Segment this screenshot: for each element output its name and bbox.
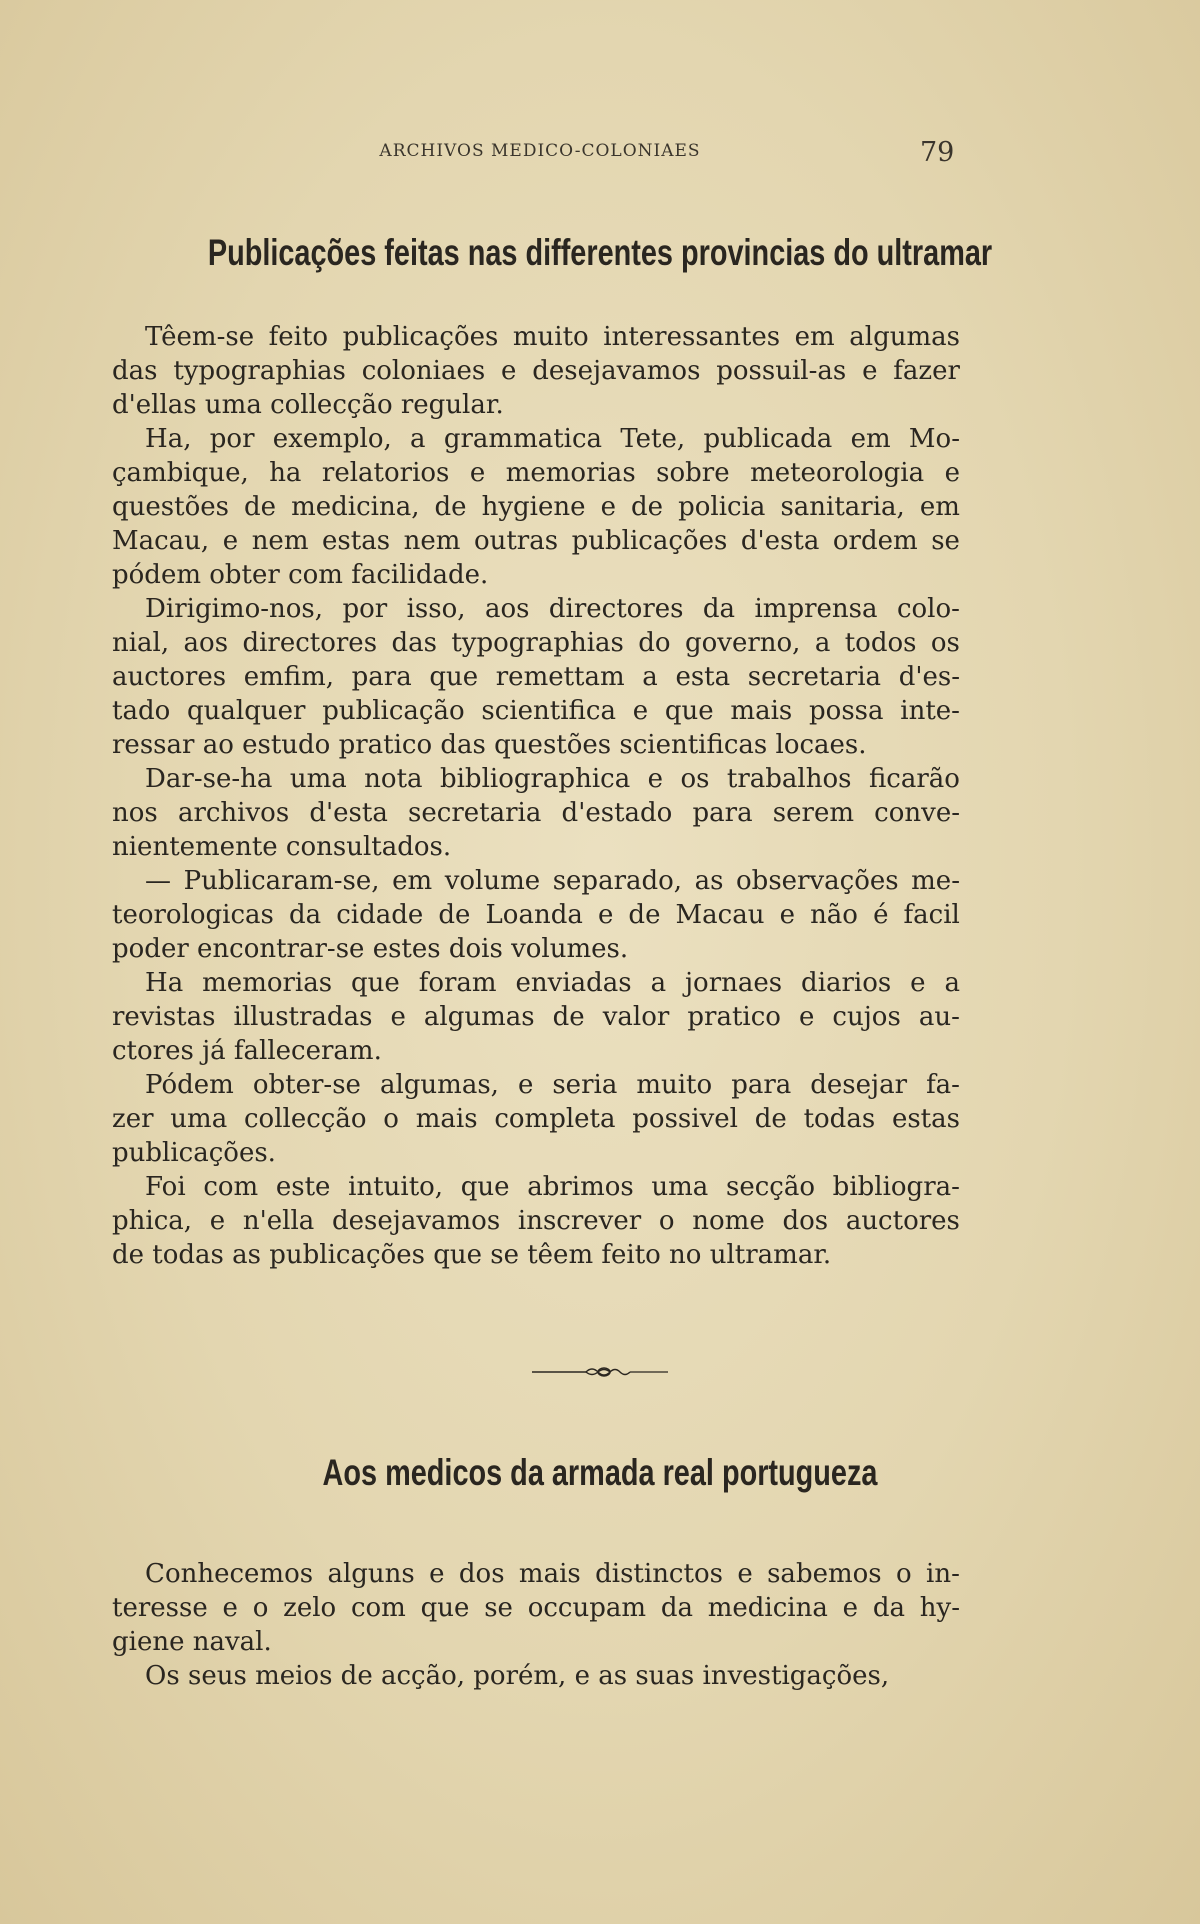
text-line: Foi com este intuito, que abrimos uma secção bibliogra- bbox=[112, 1172, 960, 1202]
text-line: nial, aos directores das typographias do governo, a todos os bbox=[112, 628, 960, 658]
section-body-naval-doctors bbox=[112, 1557, 960, 1693]
text-line: questões de medicina, de hygiene e de policia sanitaria, em bbox=[112, 492, 960, 522]
section-title-naval-doctors: Aos medicos da armada real portugueza bbox=[322, 1452, 878, 1493]
text-line: ressar ao estudo pratico das questões scientificas locaes. bbox=[112, 730, 867, 760]
text-line: Ha memorias que foram enviadas a jornaes diarios e a bbox=[112, 968, 960, 998]
text-line: nientemente consultados. bbox=[112, 832, 452, 862]
text-line: teresse e o zelo com que se occupam da medicina e da hy- bbox=[112, 1593, 960, 1623]
text-line: Conhecemos alguns e dos mais distinctos e sabemos o in- bbox=[112, 1559, 960, 1589]
running-title: ARCHIVOS MEDICO-COLONIAES bbox=[379, 141, 701, 161]
text-line: Ha, por exemplo, a grammatica Tete, publicada em Mo- bbox=[112, 424, 960, 454]
text-line: publicações. bbox=[112, 1138, 276, 1168]
text-line: Dar-se-ha uma nota bibliographica e os trabalhos ficarão bbox=[112, 764, 960, 794]
text-line: d'ellas uma collecção regular. bbox=[112, 390, 504, 420]
text-line: phica, e n'ella desejavamos inscrever o nome dos auctores bbox=[112, 1206, 960, 1236]
text-line: — Publicaram-se, em volume separado, as observações me- bbox=[112, 866, 960, 896]
section-title-publications: Publicações feitas nas differentes provincias do ultramar bbox=[207, 232, 993, 273]
section-body-publications bbox=[112, 320, 960, 1272]
text-line: zer uma collecção o mais completa possivel de todas estas bbox=[112, 1104, 960, 1134]
running-head bbox=[0, 137, 1200, 171]
page-number: 79 bbox=[920, 137, 955, 168]
text-line: poder encontrar-se estes dois volumes. bbox=[112, 934, 629, 964]
text-line: de todas as publicações que se têem feito no ultramar. bbox=[112, 1240, 832, 1270]
text-line: giene naval. bbox=[112, 1627, 272, 1657]
text-line: pódem obter com facilidade. bbox=[112, 560, 489, 590]
text-line: das typographias coloniaes e desejavamos possuil-as e fazer bbox=[112, 356, 960, 386]
text-line: Os seus meios de acção, porém, e as suas investigações, bbox=[112, 1661, 890, 1691]
text-line: Pódem obter-se algumas, e seria muito para desejar fa- bbox=[112, 1070, 960, 1100]
text-line: Dirigimo-nos, por isso, aos directores da imprensa colo- bbox=[112, 594, 960, 624]
text-line: revistas illustradas e algumas de valor pratico e cujos au- bbox=[112, 1002, 960, 1032]
text-line: nos archivos d'esta secretaria d'estado para serem conve- bbox=[112, 798, 960, 828]
text-line: çambique, ha relatorios e memorias sobre meteorologia e bbox=[112, 458, 960, 488]
text-line: tado qualquer publicação scientifica e que mais possa inte- bbox=[112, 696, 960, 726]
text-line: Macau, e nem estas nem outras publicações d'esta ordem se bbox=[112, 526, 960, 556]
text-line: teorologicas da cidade de Loanda e de Macau e não é facil bbox=[112, 900, 960, 930]
text-line: auctores emfim, para que remettam a esta secretaria d'es- bbox=[112, 662, 960, 692]
text-line: ctores já falleceram. bbox=[112, 1036, 382, 1066]
text-line: Têem-se feito publicações muito interessantes em algumas bbox=[112, 322, 960, 352]
ornamental-divider bbox=[532, 1364, 668, 1380]
